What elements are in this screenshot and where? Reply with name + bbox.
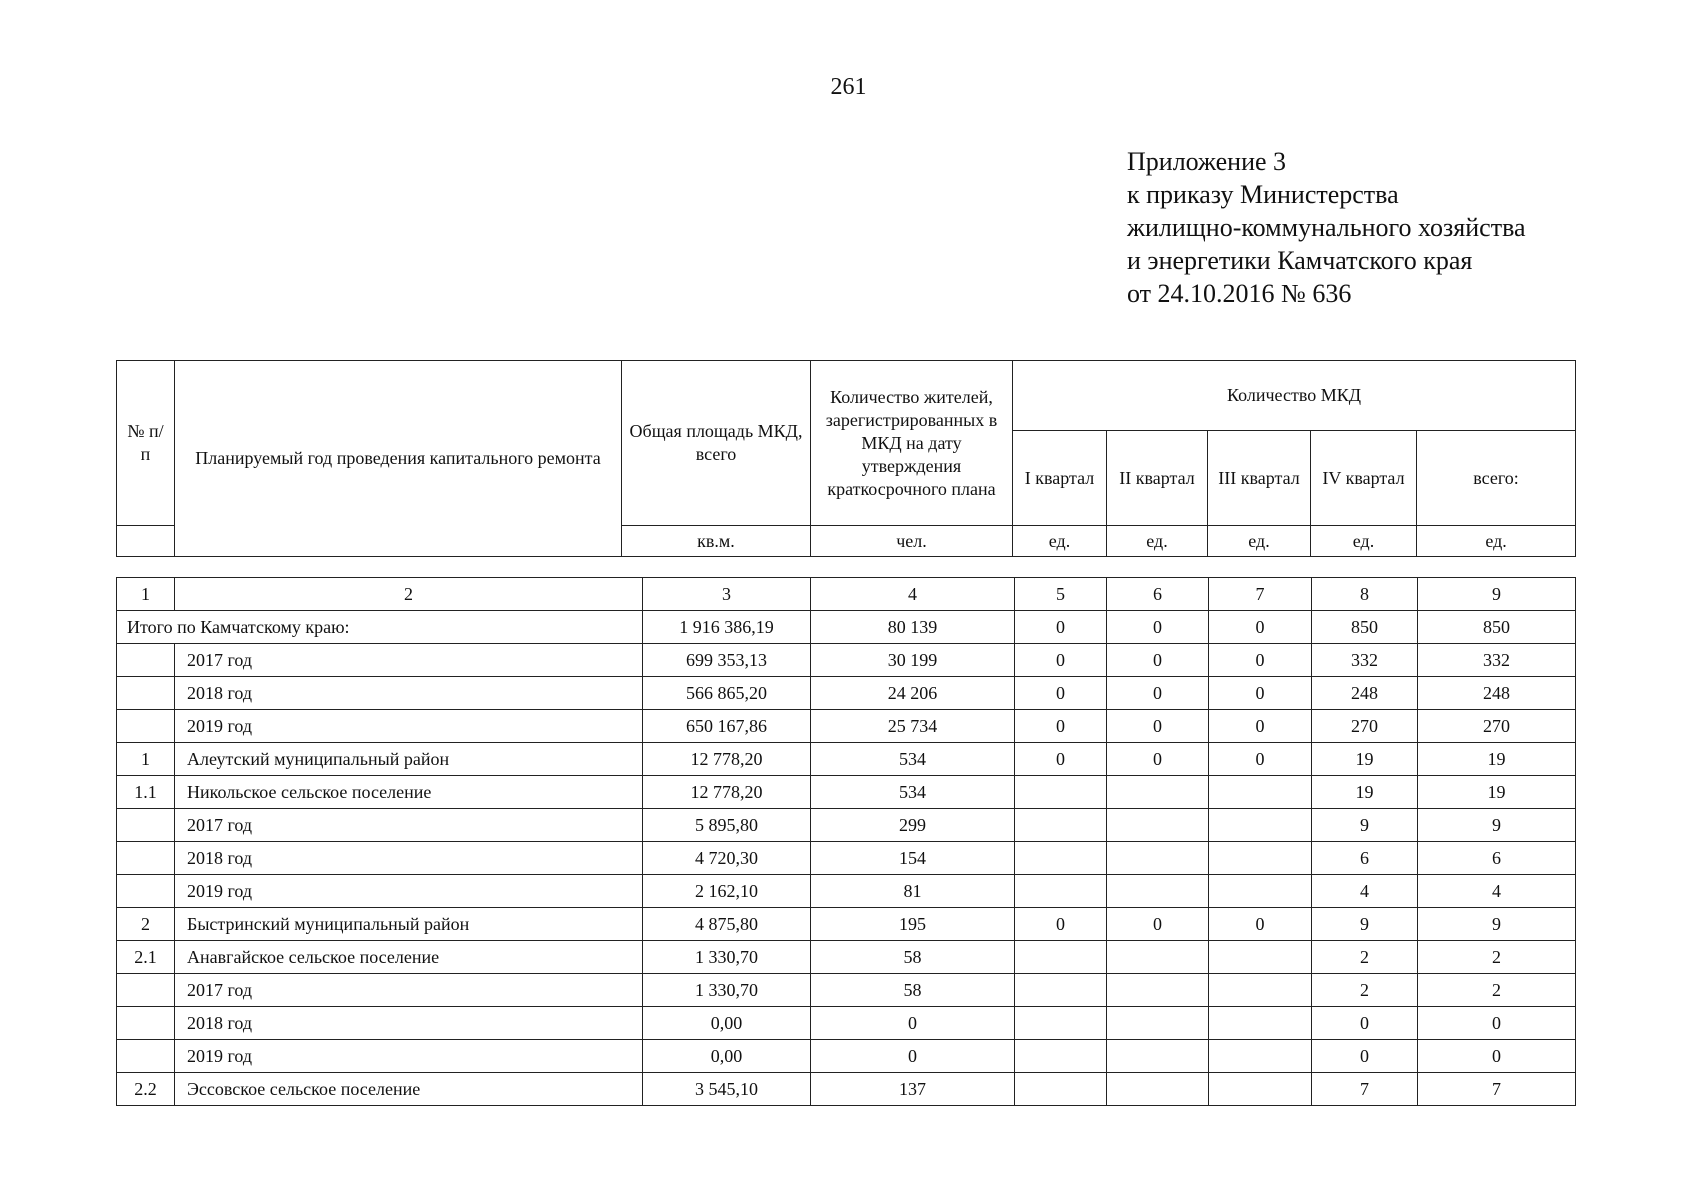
cell-q4: 4 — [1312, 875, 1418, 908]
cell-num: 1 — [117, 743, 175, 776]
total-q4: 850 — [1312, 611, 1418, 644]
cell-q1: 0 — [1015, 677, 1107, 710]
cell-q1: 0 — [1015, 644, 1107, 677]
total-row — [117, 611, 1576, 644]
cell-people: 137 — [811, 1073, 1015, 1106]
cell-area: 0,00 — [643, 1007, 811, 1040]
cell-q3 — [1209, 974, 1312, 1007]
cell-people: 30 199 — [811, 644, 1015, 677]
cell-q1: 0 — [1015, 908, 1107, 941]
column-number: 2 — [175, 578, 643, 611]
cell-q1 — [1015, 1073, 1107, 1106]
cell-q3 — [1209, 1007, 1312, 1040]
column-number: 5 — [1015, 578, 1107, 611]
cell-name: Анавгайское сельское поселение — [175, 941, 643, 974]
cell-total: 4 — [1418, 875, 1576, 908]
header-q4: IV квартал — [1311, 431, 1417, 526]
cell-area: 12 778,20 — [643, 776, 811, 809]
cell-area: 4 875,80 — [643, 908, 811, 941]
total-total: 850 — [1418, 611, 1576, 644]
cell-q2: 0 — [1107, 908, 1209, 941]
cell-q3 — [1209, 842, 1312, 875]
cell-q2 — [1107, 1007, 1209, 1040]
unit-total: ед. — [1417, 526, 1576, 557]
page-number: 261 — [830, 74, 867, 100]
total-q1: 0 — [1015, 611, 1107, 644]
header-table — [116, 360, 1576, 557]
cell-q1 — [1015, 809, 1107, 842]
cell-total: 6 — [1418, 842, 1576, 875]
cell-q2 — [1107, 1040, 1209, 1073]
cell-q4: 248 — [1312, 677, 1418, 710]
cell-q2: 0 — [1107, 644, 1209, 677]
cell-q3 — [1209, 875, 1312, 908]
table-row — [117, 842, 1576, 875]
cell-q3 — [1209, 809, 1312, 842]
table-row — [117, 1007, 1576, 1040]
column-number-row — [117, 578, 1576, 611]
cell-q2: 0 — [1107, 710, 1209, 743]
annex-line: и энергетики Камчатского края — [1127, 246, 1473, 275]
cell-people: 58 — [811, 941, 1015, 974]
cell-name: Быстринский муниципальный район — [175, 908, 643, 941]
annex-line: к приказу Министерства — [1127, 180, 1399, 209]
cell-total: 9 — [1418, 809, 1576, 842]
cell-total: 19 — [1418, 743, 1576, 776]
column-number: 1 — [117, 578, 175, 611]
column-number: 8 — [1312, 578, 1418, 611]
cell-q2 — [1107, 875, 1209, 908]
unit-people: чел. — [811, 526, 1013, 557]
cell-q3: 0 — [1209, 677, 1312, 710]
cell-area: 4 720,30 — [643, 842, 811, 875]
cell-q2: 0 — [1107, 743, 1209, 776]
cell-area: 12 778,20 — [643, 743, 811, 776]
total-people: 80 139 — [811, 611, 1015, 644]
cell-q1 — [1015, 842, 1107, 875]
unit-q1: ед. — [1013, 526, 1107, 557]
header-q2: II квартал — [1107, 431, 1208, 526]
cell-q2 — [1107, 941, 1209, 974]
cell-q3 — [1209, 941, 1312, 974]
cell-q3: 0 — [1209, 644, 1312, 677]
total-area: 1 916 386,19 — [643, 611, 811, 644]
cell-area: 2 162,10 — [643, 875, 811, 908]
cell-name: 2018 год — [175, 677, 643, 710]
table-row — [117, 908, 1576, 941]
table-row — [117, 743, 1576, 776]
cell-q2 — [1107, 974, 1209, 1007]
cell-total: 0 — [1418, 1007, 1576, 1040]
cell-name: 2018 год — [175, 1007, 643, 1040]
cell-num: 2.1 — [117, 941, 175, 974]
cell-q4: 2 — [1312, 974, 1418, 1007]
cell-q4: 19 — [1312, 776, 1418, 809]
cell-total: 248 — [1418, 677, 1576, 710]
cell-q2 — [1107, 809, 1209, 842]
cell-num — [117, 710, 175, 743]
cell-total: 0 — [1418, 1040, 1576, 1073]
cell-q3: 0 — [1209, 908, 1312, 941]
cell-q2 — [1107, 776, 1209, 809]
cell-num: 2 — [117, 908, 175, 941]
cell-q4: 0 — [1312, 1040, 1418, 1073]
cell-name: 2018 год — [175, 842, 643, 875]
cell-q2: 0 — [1107, 677, 1209, 710]
cell-q4: 270 — [1312, 710, 1418, 743]
cell-name: 2017 год — [175, 809, 643, 842]
cell-q1 — [1015, 875, 1107, 908]
cell-people: 534 — [811, 743, 1015, 776]
table-row — [117, 809, 1576, 842]
cell-q3 — [1209, 1040, 1312, 1073]
cell-people: 0 — [811, 1040, 1015, 1073]
cell-q1: 0 — [1015, 743, 1107, 776]
table-row — [117, 941, 1576, 974]
header-q3: III квартал — [1208, 431, 1311, 526]
table-row — [117, 1040, 1576, 1073]
cell-people: 195 — [811, 908, 1015, 941]
table-row — [117, 710, 1576, 743]
cell-name: 2019 год — [175, 710, 643, 743]
cell-name: 2019 год — [175, 1040, 643, 1073]
table-row — [117, 644, 1576, 677]
unit-q2: ед. — [1107, 526, 1208, 557]
annex-line: от 24.10.2016 № 636 — [1127, 279, 1352, 308]
table-row — [117, 974, 1576, 1007]
total-q3: 0 — [1209, 611, 1312, 644]
cell-q4: 6 — [1312, 842, 1418, 875]
cell-q3 — [1209, 1073, 1312, 1106]
cell-num: 2.2 — [117, 1073, 175, 1106]
cell-q4: 0 — [1312, 1007, 1418, 1040]
header-mkd-count: Количество МКД — [1013, 361, 1576, 431]
cell-q1 — [1015, 1040, 1107, 1073]
cell-name: 2019 год — [175, 875, 643, 908]
cell-total: 19 — [1418, 776, 1576, 809]
cell-people: 24 206 — [811, 677, 1015, 710]
cell-area: 1 330,70 — [643, 941, 811, 974]
cell-q1 — [1015, 1007, 1107, 1040]
header-total: всего: — [1417, 431, 1576, 526]
cell-name: Эссовское сельское поселение — [175, 1073, 643, 1106]
cell-area: 566 865,20 — [643, 677, 811, 710]
cell-num — [117, 875, 175, 908]
column-number: 9 — [1418, 578, 1576, 611]
unit-q3: ед. — [1208, 526, 1311, 557]
annex-block — [1127, 145, 1526, 310]
unit-q4: ед. — [1311, 526, 1417, 557]
total-q2: 0 — [1107, 611, 1209, 644]
cell-name: 2017 год — [175, 974, 643, 1007]
data-table — [116, 577, 1576, 1106]
cell-q1 — [1015, 974, 1107, 1007]
cell-area: 699 353,13 — [643, 644, 811, 677]
cell-num — [117, 974, 175, 1007]
cell-q4: 332 — [1312, 644, 1418, 677]
header-residents: Количество жителей, зарегистрированных в МКД на дату утверждения краткосрочного плана — [811, 361, 1013, 526]
cell-num — [117, 1007, 175, 1040]
cell-q2 — [1107, 842, 1209, 875]
annex-line: Приложение 3 — [1127, 147, 1287, 176]
cell-q4: 19 — [1312, 743, 1418, 776]
cell-q4: 9 — [1312, 908, 1418, 941]
cell-num — [117, 842, 175, 875]
cell-people: 81 — [811, 875, 1015, 908]
cell-q3: 0 — [1209, 710, 1312, 743]
cell-area: 3 545,10 — [643, 1073, 811, 1106]
cell-people: 299 — [811, 809, 1015, 842]
unit-area: кв.м. — [622, 526, 811, 557]
cell-q3: 0 — [1209, 743, 1312, 776]
cell-area: 5 895,80 — [643, 809, 811, 842]
cell-people: 154 — [811, 842, 1015, 875]
cell-people: 0 — [811, 1007, 1015, 1040]
cell-q4: 7 — [1312, 1073, 1418, 1106]
cell-q1 — [1015, 776, 1107, 809]
cell-people: 25 734 — [811, 710, 1015, 743]
column-number: 3 — [643, 578, 811, 611]
header-year: Планируемый год проведения капитального ремонта — [175, 361, 622, 557]
header-q1: I квартал — [1013, 431, 1107, 526]
annex-line: жилищно-коммунального хозяйства — [1127, 213, 1526, 242]
cell-total: 2 — [1418, 974, 1576, 1007]
cell-total: 332 — [1418, 644, 1576, 677]
cell-area: 650 167,86 — [643, 710, 811, 743]
header-area: Общая площадь МКД, всего — [622, 361, 811, 526]
table-row — [117, 875, 1576, 908]
cell-name: 2017 год — [175, 644, 643, 677]
header-num: № п/п — [117, 361, 175, 526]
cell-name: Никольское сельское поселение — [175, 776, 643, 809]
cell-q4: 9 — [1312, 809, 1418, 842]
cell-name: Алеутский муниципальный район — [175, 743, 643, 776]
cell-area: 0,00 — [643, 1040, 811, 1073]
unit-num — [117, 526, 175, 557]
cell-q1 — [1015, 941, 1107, 974]
cell-area: 1 330,70 — [643, 974, 811, 1007]
column-number: 7 — [1209, 578, 1312, 611]
cell-total: 2 — [1418, 941, 1576, 974]
cell-people: 58 — [811, 974, 1015, 1007]
total-label: Итого по Камчатскому краю: — [117, 611, 643, 644]
cell-q4: 2 — [1312, 941, 1418, 974]
cell-num — [117, 1040, 175, 1073]
table-row — [117, 677, 1576, 710]
cell-q2 — [1107, 1073, 1209, 1106]
cell-num — [117, 677, 175, 710]
cell-total: 270 — [1418, 710, 1576, 743]
table-row — [117, 776, 1576, 809]
cell-num — [117, 809, 175, 842]
column-number: 6 — [1107, 578, 1209, 611]
cell-total: 7 — [1418, 1073, 1576, 1106]
column-number: 4 — [811, 578, 1015, 611]
cell-q1: 0 — [1015, 710, 1107, 743]
cell-num: 1.1 — [117, 776, 175, 809]
cell-total: 9 — [1418, 908, 1576, 941]
cell-people: 534 — [811, 776, 1015, 809]
cell-num — [117, 644, 175, 677]
cell-q3 — [1209, 776, 1312, 809]
table-row — [117, 1073, 1576, 1106]
